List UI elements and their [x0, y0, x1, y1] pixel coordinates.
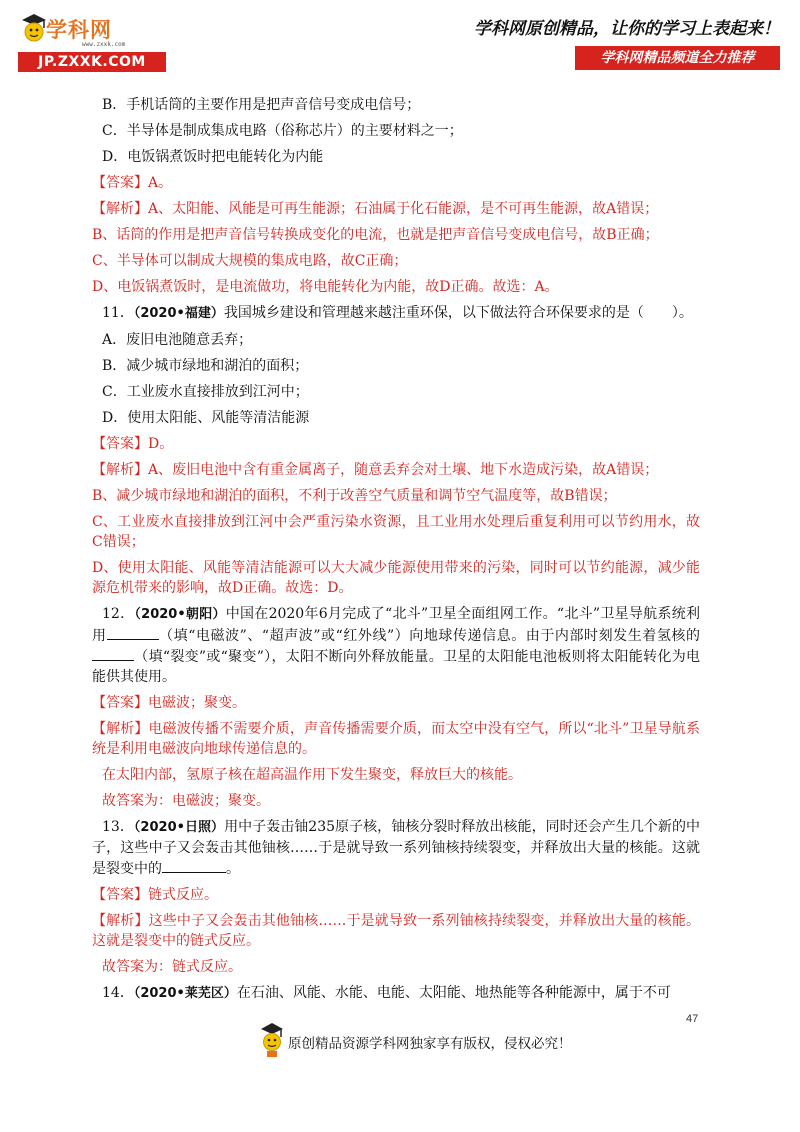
logo-text: 学科网 [46, 18, 112, 42]
question-source: （2020•莱芜区） [133, 986, 237, 1001]
question-text: 在石油、风能、水能、电能、太阳能、地热能等各种能源中，属于不可 [236, 985, 671, 1001]
mascot-icon [18, 12, 48, 46]
option-b: B．手机话筒的主要作用是把声音信号变成电信号； [102, 97, 421, 113]
explanation: 故答案为：电磁波；聚变。 [102, 793, 270, 809]
explanation: 【解析】A、太阳能、风能是可再生能源；石油属于化石能源，是不可再生能源，故A错误； [92, 201, 659, 217]
question-text: 。 [226, 861, 240, 877]
explanation: 故答案为：链式反应。 [102, 959, 242, 975]
question-13 [92, 814, 700, 882]
mascot-icon [258, 1020, 286, 1060]
question-11 [92, 300, 700, 327]
answer: 【答案】链式反应。 [92, 887, 218, 903]
question-source: （2020•日照） [133, 820, 225, 835]
copyright-notice: 原创精品资源学科网独家享有版权，侵权必究！ [288, 1036, 572, 1052]
header-slogan: 学科网原创精品，让你的学习上表起来！ [474, 19, 780, 39]
explanation: 在太阳内部，氢原子核在超高温作用下发生聚变，释放巨大的核能。 [102, 767, 522, 783]
explanation: B、话筒的作用是把声音信号转换成变化的电流，也就是把声音信号变成电信号，故B正确； [92, 227, 659, 243]
explanation: 【解析】这些中子又会轰击其他铀核……于是就导致一系列铀核持续裂变，并释放出大量的核能。这就是裂变中的链式反应。 [92, 913, 700, 949]
question-source: （2020•福建） [133, 306, 224, 321]
explanation: D、电饭锅煮饭时，是电流做功，将电能转化为内能，故D正确。故选：A。 [92, 279, 559, 295]
question-text: （填“裂变”或“聚变”），太阳不断向外释放能量。卫星的太阳能电池板则将太阳能转化为电能供其使用。 [92, 649, 700, 685]
answer: 【答案】A。 [92, 175, 173, 191]
option-c: C．工业废水直接排放到江河中； [102, 384, 309, 400]
page-number: 47 [686, 1013, 699, 1025]
answer: 【答案】电磁波；聚变。 [92, 695, 246, 711]
explanation: D、使用太阳能、风能等清洁能源可以大大减少能源使用带来的污染，同时可以节约能源，减少能源危机带来的影响，故D正确。故选：D。 [92, 560, 700, 596]
question-source: （2020•朝阳） [134, 607, 226, 622]
logo-subtext: www.zxxk.com [82, 41, 126, 48]
zxxk-logo[interactable] [18, 12, 168, 72]
explanation: C、半导体可以制成大规模的集成电路，故C正确； [92, 253, 408, 269]
explanation: 【解析】A、废旧电池中含有重金属离子，随意丢弃会对土壤、地下水造成污染，故A错误； [92, 462, 659, 478]
question-14 [92, 980, 700, 1007]
question-text: 中国在2020年6月完成了“北斗”卫星全面组网工作。“北斗”卫星导航系统利用 [92, 606, 700, 644]
page-header [0, 0, 800, 80]
answer-blank[interactable] [107, 625, 159, 640]
explanation: B、减少城市绿地和湖泊的面积，不利于改善空气质量和调节空气温度等，故B错误； [92, 488, 617, 504]
question-12 [92, 601, 700, 690]
question-text: 用中子轰击铀235原子核，铀核分裂时释放出核能，同时还会产生几个新的中子，这些中子又会轰击其他铀核……于是就导致一系列铀核持续裂变，并释放出大量的核能。这就是裂变中的 [92, 819, 700, 877]
logo-url[interactable]: JP.ZXXK.COM [18, 52, 166, 72]
explanation: C、工业废水直接排放到江河中会严重污染水资源，且工业用水处理后重复利用可以节约用水，故C错误； [92, 514, 700, 550]
explanation: 【解析】电磁波传播不需要介质，声音传播需要介质，而太空中没有空气，所以“北斗”卫星导航系统是利用电磁波向地球传递信息的。 [92, 721, 700, 757]
question-text: （填“电磁波”、“超声波”或“红外线”）向地球传递信息。由于内部时刻发生着氢核的 [158, 628, 700, 644]
answer-blank[interactable] [162, 858, 226, 873]
question-number: 12． [102, 606, 135, 622]
question-text: 我国城乡建设和管理越来越注重环保，以下做法符合环保要求的是（ ）。 [223, 305, 693, 321]
answer-blank[interactable] [92, 646, 134, 661]
question-number: 13． [102, 819, 134, 835]
option-d: D．电饭锅煮饭时把电能转化为内能 [102, 149, 324, 165]
question-number: 11． [102, 305, 134, 321]
answer: 【答案】D。 [92, 436, 174, 452]
header-banner: 学科网精品频道全力推荐 [575, 46, 780, 70]
option-d: D．使用太阳能、风能等清洁能源 [102, 410, 310, 426]
question-number: 14． [102, 985, 134, 1001]
option-b: B．减少城市绿地和湖泊的面积； [102, 358, 309, 374]
option-a: A．废旧电池随意丢弃； [102, 332, 253, 348]
option-c: C．半导体是制成集成电路（俗称芯片）的主要材料之一； [102, 123, 463, 139]
document-body [92, 92, 700, 1007]
